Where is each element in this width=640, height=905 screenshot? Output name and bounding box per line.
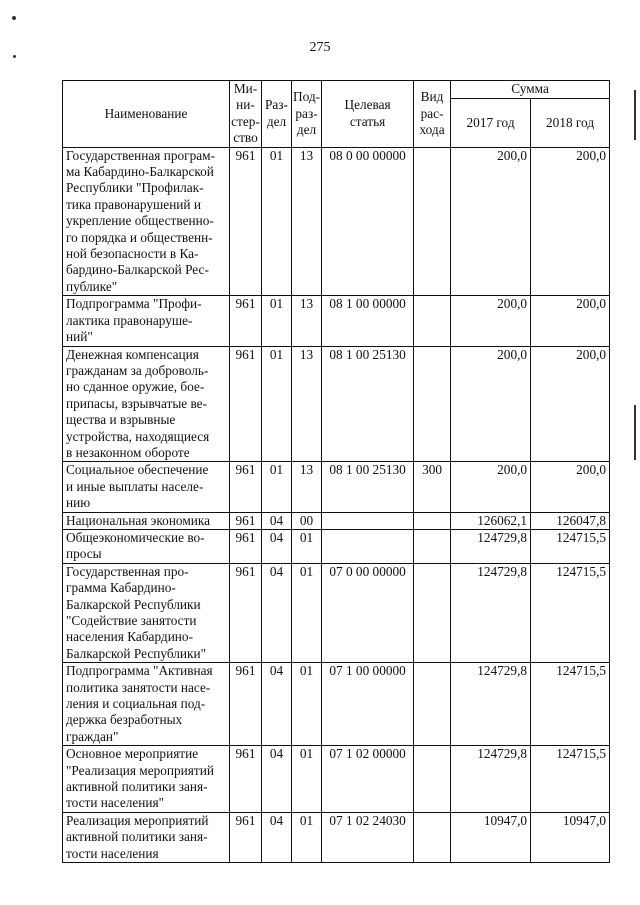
row-expense-type xyxy=(414,563,451,662)
row-target-article: 08 1 00 25130 xyxy=(322,346,414,462)
scan-edge-mark xyxy=(634,405,636,460)
row-subsection: 01 xyxy=(292,746,322,813)
row-name: Социальное обеспечение и иные выплаты населе- нию xyxy=(63,462,230,512)
row-amount-2018: 200,0 xyxy=(531,296,610,346)
row-target-article: 07 0 00 00000 xyxy=(322,563,414,662)
row-ministry: 961 xyxy=(230,462,262,512)
row-section: 01 xyxy=(262,346,292,462)
table-row xyxy=(63,512,610,529)
row-subsection: 13 xyxy=(292,147,322,296)
row-subsection: 01 xyxy=(292,663,322,746)
row-name: Денежная компенсация гражданам за доброволь- но сданное оружие, бое- припасы, взрывчатые ве- щества и взрывные устройства, находящиеся в незаконном обороте xyxy=(63,346,230,462)
row-target-article: 07 1 00 00000 xyxy=(322,663,414,746)
header-expense-type: Вид рас- хода xyxy=(414,81,451,148)
scan-speck-1 xyxy=(12,16,16,20)
row-amount-2018: 124715,5 xyxy=(531,529,610,563)
row-amount-2017: 124729,8 xyxy=(451,663,531,746)
row-subsection: 13 xyxy=(292,346,322,462)
table-row xyxy=(63,147,610,296)
row-subsection: 01 xyxy=(292,529,322,563)
row-section: 04 xyxy=(262,512,292,529)
row-amount-2018: 124715,5 xyxy=(531,563,610,662)
scan-edge-mark xyxy=(634,90,636,140)
row-section: 04 xyxy=(262,812,292,862)
table-row xyxy=(63,529,610,563)
row-amount-2017: 126062,1 xyxy=(451,512,531,529)
row-target-article: 07 1 02 00000 xyxy=(322,746,414,813)
row-subsection: 01 xyxy=(292,812,322,862)
row-amount-2017: 10947,0 xyxy=(451,812,531,862)
row-expense-type xyxy=(414,812,451,862)
header-year-2017: 2017 год xyxy=(451,99,531,147)
budget-table xyxy=(62,80,610,863)
row-name: Общеэкономические во- просы xyxy=(63,529,230,563)
row-amount-2018: 10947,0 xyxy=(531,812,610,862)
header-subsection: Под- раз- дел xyxy=(292,81,322,148)
row-ministry: 961 xyxy=(230,296,262,346)
row-subsection: 13 xyxy=(292,462,322,512)
table-row xyxy=(63,746,610,813)
row-target-article: 08 1 00 00000 xyxy=(322,296,414,346)
row-expense-type xyxy=(414,663,451,746)
row-amount-2017: 200,0 xyxy=(451,296,531,346)
row-ministry: 961 xyxy=(230,812,262,862)
row-ministry: 961 xyxy=(230,663,262,746)
header-year-2018: 2018 год xyxy=(531,99,610,147)
row-amount-2018: 200,0 xyxy=(531,462,610,512)
row-expense-type xyxy=(414,296,451,346)
row-amount-2018: 200,0 xyxy=(531,147,610,296)
row-expense-type: 300 xyxy=(414,462,451,512)
header-name: Наименование xyxy=(63,81,230,148)
row-subsection: 00 xyxy=(292,512,322,529)
table-row xyxy=(63,812,610,862)
row-ministry: 961 xyxy=(230,346,262,462)
row-amount-2018: 126047,8 xyxy=(531,512,610,529)
table-row xyxy=(63,462,610,512)
row-section: 04 xyxy=(262,746,292,813)
row-amount-2017: 124729,8 xyxy=(451,529,531,563)
row-target-article: 07 1 02 24030 xyxy=(322,812,414,862)
row-ministry: 961 xyxy=(230,147,262,296)
row-amount-2017: 200,0 xyxy=(451,462,531,512)
table-row xyxy=(63,663,610,746)
row-target-article xyxy=(322,512,414,529)
row-section: 04 xyxy=(262,663,292,746)
header-section: Раз- дел xyxy=(262,81,292,148)
header-target-article: Целевая статья xyxy=(322,81,414,148)
table-row xyxy=(63,346,610,462)
row-expense-type xyxy=(414,147,451,296)
table-row xyxy=(63,563,610,662)
row-ministry: 961 xyxy=(230,529,262,563)
row-target-article: 08 0 00 00000 xyxy=(322,147,414,296)
row-subsection: 01 xyxy=(292,563,322,662)
row-name: Государственная програм- ма Кабардино-Балкарской Республики "Профилак- тика правонарушений и укрепление общественно- го порядка и общественн- ной безопасности в Ка- бардино-Балкарской Рес- публике" xyxy=(63,147,230,296)
row-amount-2018: 124715,5 xyxy=(531,746,610,813)
row-name: Подпрограмма "Профи- лактика правонаруше- ний" xyxy=(63,296,230,346)
row-name: Реализация мероприятий активной политики заня- тости населения xyxy=(63,812,230,862)
table-row xyxy=(63,296,610,346)
row-expense-type xyxy=(414,529,451,563)
row-amount-2017: 200,0 xyxy=(451,346,531,462)
row-amount-2018: 200,0 xyxy=(531,346,610,462)
row-name: Подпрограмма "Активная политика занятости насе- ления и социальная под- держка безработных граждан" xyxy=(63,663,230,746)
row-name: Государственная про- грамма Кабардино- Балкарской Республики "Содействие занятости населения Кабардино- Балкарской Республики" xyxy=(63,563,230,662)
row-name: Основное мероприятие "Реализация мероприятий активной политики заня- тости населения" xyxy=(63,746,230,813)
header-ministry: Ми- ни- стер- ство xyxy=(231,81,260,146)
row-amount-2017: 124729,8 xyxy=(451,563,531,662)
page-number: 275 xyxy=(309,40,331,55)
row-ministry: 961 xyxy=(230,563,262,662)
row-target-article: 08 1 00 25130 xyxy=(322,462,414,512)
row-target-article xyxy=(322,529,414,563)
row-expense-type xyxy=(414,512,451,529)
row-ministry: 961 xyxy=(230,746,262,813)
row-amount-2017: 200,0 xyxy=(451,147,531,296)
row-ministry: 961 xyxy=(230,512,262,529)
header-sum: Сумма xyxy=(451,81,610,99)
row-expense-type xyxy=(414,346,451,462)
row-amount-2018: 124715,5 xyxy=(531,663,610,746)
row-section: 04 xyxy=(262,563,292,662)
row-subsection: 13 xyxy=(292,296,322,346)
row-amount-2017: 124729,8 xyxy=(451,746,531,813)
row-section: 01 xyxy=(262,147,292,296)
row-expense-type xyxy=(414,746,451,813)
row-section: 01 xyxy=(262,296,292,346)
row-section: 01 xyxy=(262,462,292,512)
row-name: Национальная экономика xyxy=(63,512,230,529)
row-section: 04 xyxy=(262,529,292,563)
